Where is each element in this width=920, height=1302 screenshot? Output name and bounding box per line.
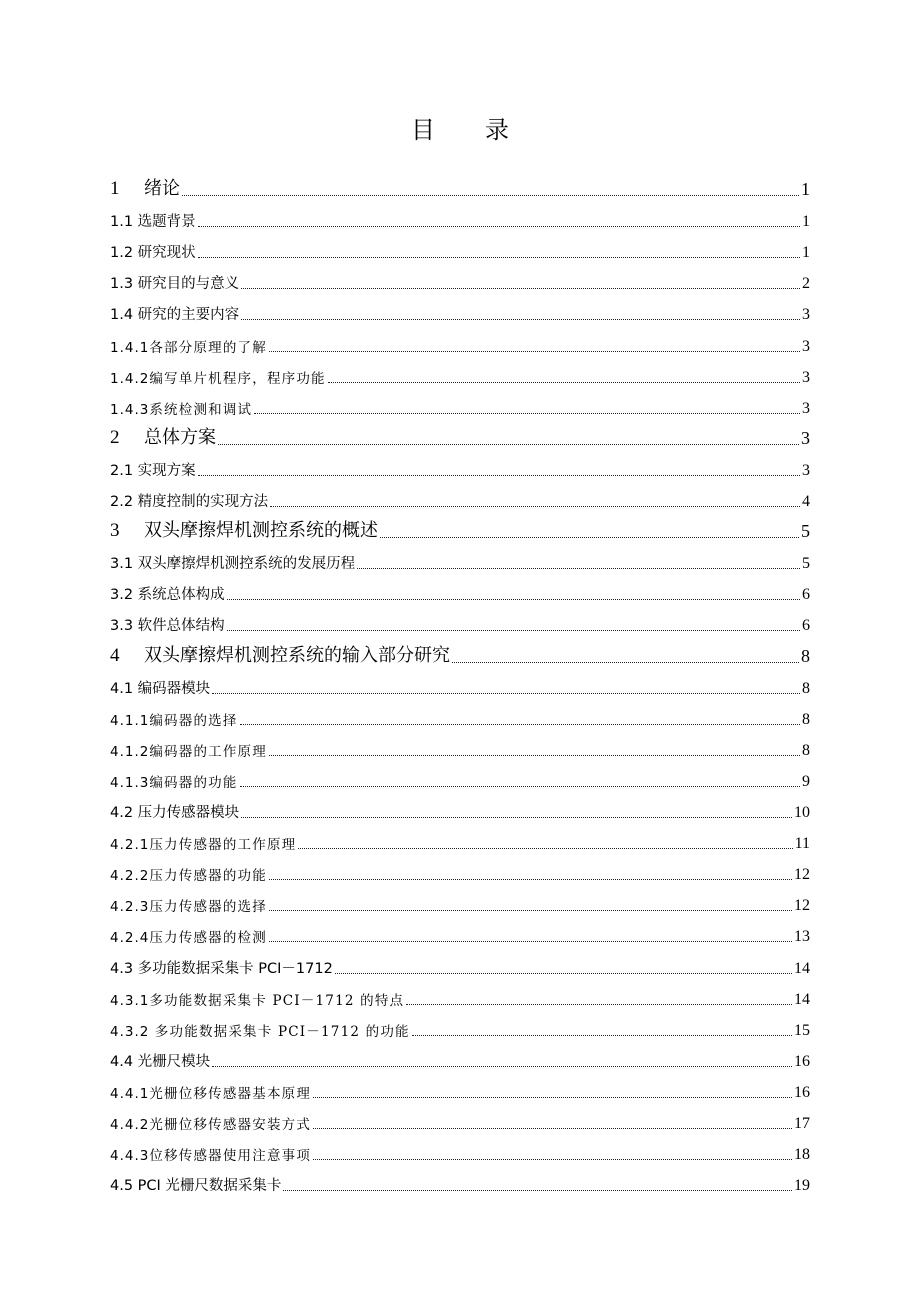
toc-entry-label [110,864,267,884]
toc-entry-text: 多功能数据采集卡 PCI－1712 的功能 [149,1023,410,1040]
toc-entry-page-number: 19 [794,1177,810,1195]
dot-leader [283,1190,792,1191]
toc-entry-number: 4.4.2 [110,1117,150,1133]
toc-entry-text: 多功能数据采集卡 PCI－1712 [137,960,333,977]
toc-entry-text: 研究的主要内容 [137,307,240,324]
toc-entry[interactable] [110,705,810,729]
toc-entry-number: 1.4.2 [110,370,150,387]
toc-entry-text: 选题背景 [137,214,196,231]
dot-leader [254,413,800,414]
dot-leader [182,195,799,196]
toc-entry-text: 编码器的选择 [149,712,238,729]
toc-entry-text: 光栅位移传感器基本原理 [149,1085,312,1102]
toc-entry[interactable] [110,394,810,418]
toc-entry[interactable] [110,674,810,698]
toc-entry-label [110,210,196,231]
toc-entry-page-number: 2 [802,275,810,293]
toc-entry-number: 3.2 [110,587,134,604]
toc-entry[interactable] [110,300,810,324]
toc-entry-label [110,516,378,542]
toc-entry-text: 双头摩擦焊机测控系统的输入部分研究 [144,644,450,666]
toc-entry-text: 压力传感器的工作原理 [149,837,297,854]
dot-leader [241,817,792,818]
toc-entry-text: 研究目的与意义 [137,276,240,293]
dot-leader [298,848,792,849]
toc-entry-number: 4.1.1 [110,712,150,729]
toc-entry[interactable] [110,425,810,449]
toc-entry-page-number: 8 [802,679,810,697]
dot-leader [240,724,800,725]
toc-entry-number: 4.4.3 [110,1148,150,1165]
toc-entry-text: 多功能数据采集卡 PCI－1712 的特点 [149,992,405,1009]
toc-entry-page-number: 12 [794,866,810,884]
toc-entry-number: 1.2 [110,245,134,262]
dot-leader [357,568,800,569]
toc-entry-number: 4.1.2 [110,743,150,760]
toc-entry[interactable] [110,176,810,200]
toc-entry-page-number: 4 [802,493,810,510]
toc-entry[interactable] [110,611,810,635]
dot-leader [412,1035,792,1036]
dot-leader [241,288,800,289]
toc-entry-label [110,174,180,200]
toc-entry-text: 系统检测和调试 [149,401,253,418]
dot-leader [227,599,800,600]
toc-entry-label [110,989,404,1009]
toc-entry-page-number: 18 [794,1146,810,1164]
toc-entry-page-number: 17 [794,1115,810,1132]
toc-entry-label [110,398,252,418]
toc-entry-page-number: 8 [801,645,810,666]
dot-leader [269,910,792,911]
dot-leader [198,226,800,227]
toc-entry-text: 压力传感器的选择 [149,899,267,916]
toc-entry-page-number: 1 [801,179,810,199]
toc-entry-text: 压力传感器的功能 [149,868,267,885]
toc-entry[interactable] [110,954,810,978]
toc-entry-number: 4.1.3 [110,774,150,791]
toc-entry[interactable] [110,1171,810,1195]
toc-entry[interactable] [110,269,810,293]
toc-entry-number: 3 [110,520,120,542]
toc-entry-label [110,1113,311,1133]
toc-entry-number: 4.5 [110,1178,134,1195]
toc-entry-label [110,583,225,604]
toc-entry-text: 精度控制的实现方法 [137,494,269,510]
toc-entry-text: 压力传感器模块 [137,805,240,821]
toc-entry-text: 研究现状 [137,245,196,262]
toc-entry-text: 压力传感器的检测 [149,930,267,947]
dot-leader [270,506,800,507]
toc-entry-label [110,336,267,356]
dot-leader [406,1004,792,1005]
toc-entry-number: 1.4.1 [110,339,150,356]
toc-entry-text: 双头摩擦焊机测控系统的概述 [144,520,378,542]
toc-entry-page-number: 8 [802,710,810,728]
toc-entry-number: 1.3 [110,276,134,293]
toc-entry[interactable] [110,1109,810,1133]
toc-entry-number: 1.4.3 [110,401,150,418]
toc-entry[interactable] [110,736,810,760]
toc-entry-text: 光栅位移传感器安装方式 [149,1117,312,1133]
dot-leader [212,1066,792,1067]
toc-entry[interactable] [110,798,810,822]
toc-entry-page-number: 3 [802,461,810,479]
toc-entry-text: 绪论 [144,178,180,199]
toc-entry[interactable] [110,860,810,884]
dot-leader [198,475,800,476]
toc-entry-page-number: 10 [794,804,810,821]
dot-leader [269,351,800,352]
dot-leader [240,786,800,787]
dot-leader [198,257,800,258]
toc-entry-number: 4.3.1 [110,992,150,1009]
toc-entry[interactable] [110,1078,810,1102]
toc-entry-label [110,1174,281,1195]
toc-entry-text: 总体方案 [144,426,216,448]
toc-entry-label [110,641,450,667]
toc-entry-number: 4.2.1 [110,837,150,854]
dot-leader [380,537,799,538]
toc-entry[interactable] [110,1016,810,1040]
toc-entry-page-number: 3 [801,427,810,448]
toc-entry[interactable] [110,238,810,262]
page-title [0,110,920,145]
dot-leader [335,973,792,974]
dot-leader [313,1128,792,1129]
toc-entry-page-number: 8 [802,741,810,759]
toc-entry-page-number: 1 [802,244,810,262]
toc-entry-label [110,740,267,760]
toc-entry-page-number: 1 [802,213,810,231]
toc-entry-page-number: 11 [794,835,810,853]
title-char-2: 录 [485,116,509,144]
toc-entry-label [110,1050,210,1071]
toc-entry-label [110,709,238,729]
toc-entry-page-number: 12 [794,897,810,915]
toc-entry-number: 4.2.4 [110,930,150,947]
toc-entry-page-number: 5 [802,555,810,573]
toc-entry-number: 4.2 [110,805,134,821]
toc-entry-label [110,552,355,573]
toc-entry[interactable] [110,891,810,915]
dot-leader [269,755,800,756]
toc-entry-label [110,614,225,635]
toc-entry[interactable] [110,1140,810,1164]
toc-entry-label [110,1082,311,1102]
toc-entry-text: 编码器模块 [137,680,211,697]
toc-entry-label [110,459,196,480]
toc-entry[interactable] [110,985,810,1009]
toc-entry-page-number: 15 [794,1021,810,1039]
dot-leader [313,1097,792,1098]
dot-leader [241,319,800,320]
toc-entry[interactable] [110,207,810,231]
toc-entry[interactable] [110,363,810,387]
toc-entry[interactable] [110,922,810,946]
toc-entry-label [110,677,210,698]
toc-entry-label [110,367,326,387]
toc-entry-label [110,895,267,915]
toc-entry-number: 1.1 [110,214,134,231]
toc-entry-text: 各部分原理的了解 [149,339,267,356]
dot-leader [313,1159,792,1160]
dot-leader [452,662,799,663]
toc-entry-label [110,1020,410,1040]
toc-entry-number: 4.3.2 [110,1023,150,1040]
toc-entry-page-number: 6 [802,617,810,635]
toc-entry-number: 4.3 [110,960,134,977]
toc-entry-number: 4.2.2 [110,868,150,885]
toc-entry[interactable] [110,549,810,573]
dot-leader [218,444,799,445]
toc-entry[interactable] [110,1047,810,1071]
toc-entry-text: 编码器的工作原理 [149,743,267,760]
toc-entry-number: 4.4.1 [110,1085,150,1102]
toc-entry-text: 光栅尺模块 [137,1053,211,1070]
toc-entry-page-number: 13 [794,928,810,946]
toc-entry[interactable] [110,580,810,604]
toc-entry-page-number: 16 [794,1052,810,1070]
toc-entry-number: 1 [110,178,120,199]
dot-leader [212,693,800,694]
toc-entry-page-number: 3 [802,306,810,324]
toc-entry-label [110,1144,311,1164]
toc-entry-label [110,490,268,511]
toc-entry[interactable] [110,829,810,853]
toc-entry-page-number: 9 [802,772,810,790]
toc-entry-label [110,272,239,293]
toc-entry-label [110,771,238,791]
toc-entry-page-number: 3 [802,337,810,355]
toc-entry-label [110,926,267,946]
title-char-1: 目 [411,116,435,144]
toc-entry-text: 软件总体结构 [137,618,225,635]
toc-entry-number: 2 [110,426,120,448]
toc-entry-number: 4.4 [110,1053,134,1070]
toc-entry-number: 4.1 [110,680,134,697]
toc-entry-page-number: 5 [801,521,810,542]
toc-entry-number: 4.2.3 [110,899,150,916]
toc-entry-number: 4 [110,644,120,666]
toc-entry[interactable] [110,332,810,356]
toc-entry-page-number: 14 [794,959,810,977]
toc-entry-label [110,303,239,324]
toc-entry[interactable] [110,767,810,791]
toc-entry-text: 系统总体构成 [137,587,225,604]
toc-entry-label [110,801,239,822]
toc-entry-page-number: 3 [802,399,810,417]
toc-entry-number: 3.3 [110,618,134,635]
toc-entry-page-number: 6 [802,586,810,604]
dot-leader [269,879,792,880]
toc-entry-label [110,833,296,853]
toc-entry-number: 3.1 [110,556,134,573]
toc-entry[interactable] [110,518,810,542]
toc-entry-page-number: 16 [794,1083,810,1101]
toc-entry-text: 编码器的功能 [149,774,238,791]
toc-entry-label [110,957,333,978]
toc-entry[interactable] [110,456,810,480]
toc-entry[interactable] [110,643,810,667]
toc-entry-number: 2.1 [110,462,134,479]
toc-entry-number: 2.2 [110,494,134,510]
toc-entry-page-number: 14 [794,990,810,1008]
toc-entry-text: 双头摩擦焊机测控系统的发展历程 [137,556,356,573]
toc-entry-text: 位移传感器使用注意事项 [149,1148,312,1165]
dot-leader [269,941,792,942]
toc-entry[interactable] [110,487,810,511]
toc-entry-label [110,423,216,449]
toc-entry-text: PCI 光栅尺数据采集卡 [137,1178,282,1195]
toc-entry-page-number: 3 [802,368,810,386]
toc-entry-text: 编写单片机程序，程序功能 [149,370,326,387]
dot-leader [328,382,800,383]
toc-entry-text: 实现方案 [137,462,196,479]
toc-entry-number: 1.4 [110,307,134,324]
dot-leader [227,630,800,631]
toc-entry-label [110,241,196,262]
